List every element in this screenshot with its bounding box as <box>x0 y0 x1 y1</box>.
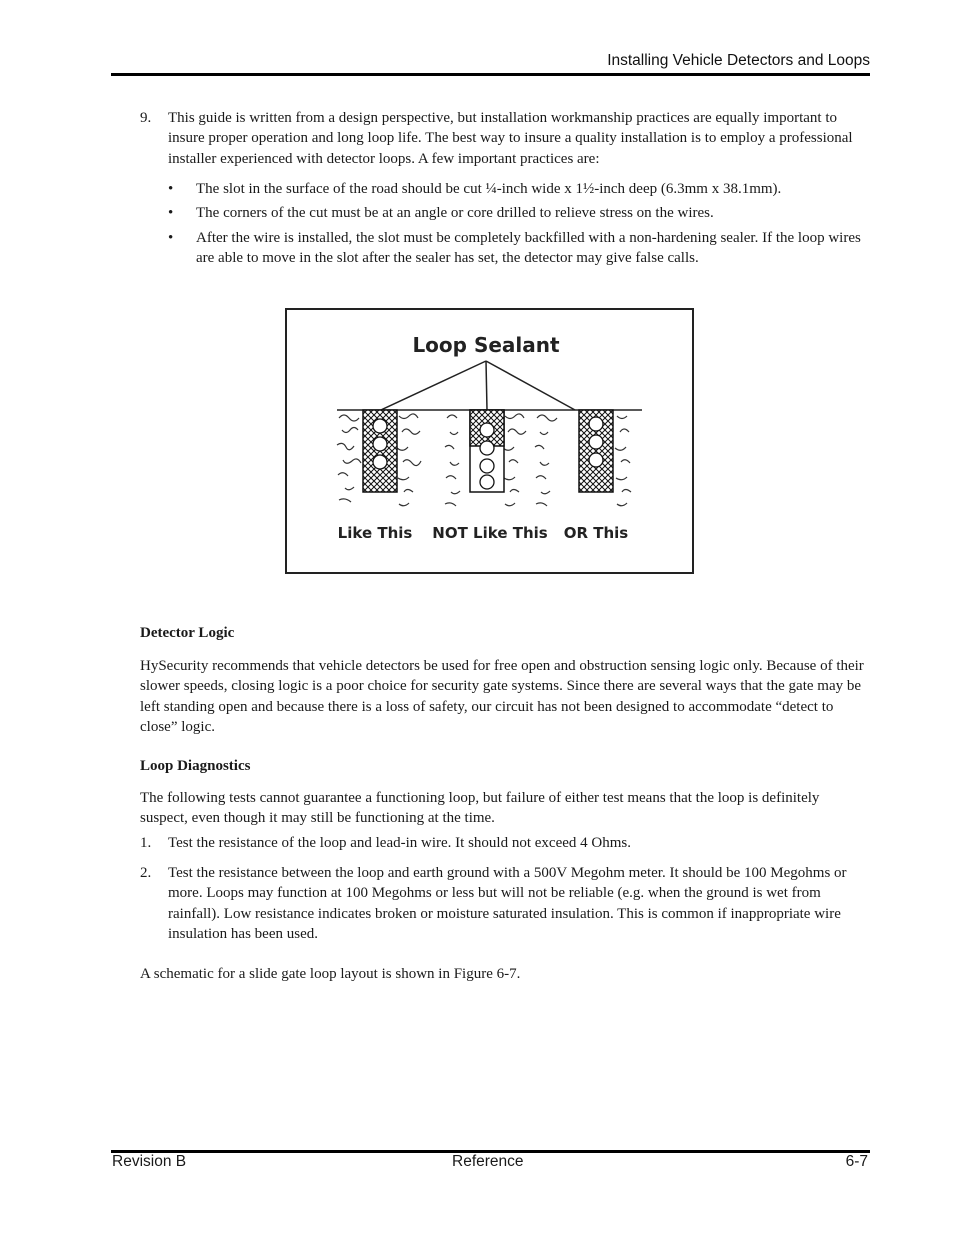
diagnostic-item-number: 2. <box>140 865 152 881</box>
footer-page-number: 6-7 <box>845 1153 868 1170</box>
bullet-icon: • <box>168 205 174 221</box>
diagnostic-item <box>140 833 865 853</box>
bullet-text: The corners of the cut must be at an angle or core drilled to relieve stress on the wires. <box>196 205 714 221</box>
slot-not-like-this <box>470 410 504 492</box>
bullet-item <box>168 203 868 223</box>
header-rule <box>111 73 870 76</box>
bullet-icon: • <box>168 181 174 197</box>
slot-or-this <box>579 410 613 492</box>
leader-lines <box>381 361 575 410</box>
loop-diagnostics-intro: The following tests cannot guarantee a functioning loop, but failure of either test means that the loop is definitely suspect, even though it may still be functioning at the time. <box>140 790 820 827</box>
label-not-like-this: NOT Like This <box>432 524 548 542</box>
diagnostic-item-text: Test the resistance of the loop and lead-in wire. It should not exceed 4 Ohms. <box>168 835 631 851</box>
diagnostic-item <box>140 863 865 944</box>
closing-text: A schematic for a slide gate loop layout is shown in Figure 6-7. <box>140 966 521 982</box>
label-or-this: OR This <box>563 524 629 542</box>
diagnostic-item-number: 1. <box>140 835 152 851</box>
page-header-title: Installing Vehicle Detectors and Loops <box>607 52 870 69</box>
figure-title: Loop Sealant <box>412 333 560 357</box>
bullet-icon: • <box>168 230 174 246</box>
slot-like-this <box>363 410 397 492</box>
section-9-text: This guide is written from a design perspective, but installation workmanship practices are equally important to insure proper operation and long loop life. The best way to insure a quality installation is to employ a professional installer experienced with detector loops. A few important practices are: <box>168 110 853 167</box>
loop-diagnostics-heading: Loop Diagnostics <box>140 758 251 774</box>
bullet-item <box>168 179 868 199</box>
detector-logic-heading: Detector Logic <box>140 625 235 641</box>
loop-sealant-figure <box>285 308 694 574</box>
loop-sealant-diagram <box>287 310 692 572</box>
bullet-text: After the wire is installed, the slot must be completely backfilled with a non-hardening sealer. If the loop wires are able to move in the slot after the sealer has set, the detector may give false calls. <box>196 230 861 267</box>
footer-section: Reference <box>452 1153 524 1170</box>
section-9-number: 9. <box>140 110 152 126</box>
footer-revision: Revision B <box>112 1153 187 1170</box>
detector-logic-text: HySecurity recommends that vehicle detectors be used for free open and obstruction sensing logic only. Because of their slower speeds, closing logic is a poor choice for security gate systems. Since there are several ways that the gate may be left standing open and because there is a loss of safety, our circuit has not been designed to accommodate “detect to close” logic. <box>140 658 864 735</box>
bullet-text: The slot in the surface of the road should be cut ¼-inch wide x 1½-inch deep (6.3mm x 38.1mm). <box>196 181 782 197</box>
bullet-item <box>168 228 868 269</box>
diagnostic-item-text: Test the resistance between the loop and earth ground with a 500V Megohm meter. It should be 100 Megohms or more. Loops may function at 100 Megohms or less but will not be reliable (e.g. when the ground is wet from rainfall). Low resistance indicates broken or moisture saturated insulation. This is common if inappropriate wire insulation has been used. <box>168 865 847 942</box>
section-9 <box>140 108 865 169</box>
label-like-this: Like This <box>337 524 413 542</box>
